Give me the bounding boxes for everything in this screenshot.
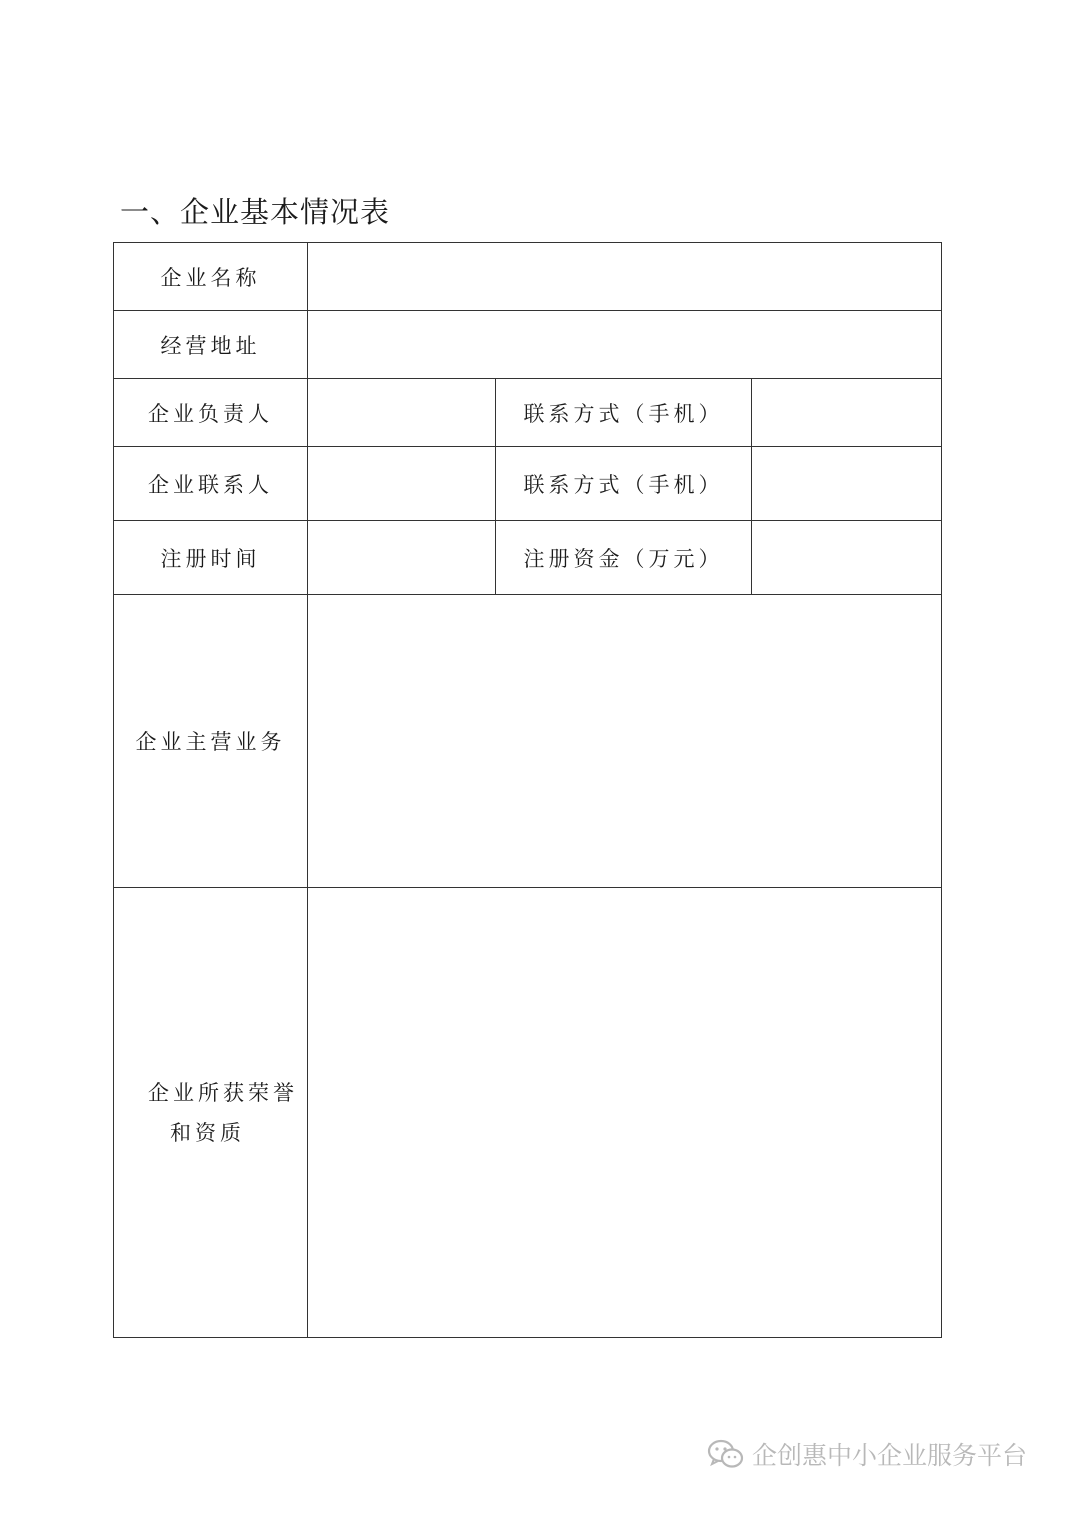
company-info-table (113, 242, 942, 1338)
table-row-legal-rep (114, 379, 942, 447)
business-address-label: 经营地址 (114, 311, 308, 379)
table-row-registration (114, 521, 942, 595)
company-name-field[interactable] (308, 243, 942, 311)
reg-time-field[interactable] (308, 521, 496, 595)
company-name-label: 企业名称 (114, 243, 308, 311)
table-row-honors (114, 888, 942, 1338)
honors-label (114, 888, 308, 1338)
contact-field[interactable] (308, 447, 496, 521)
honors-field[interactable] (308, 888, 942, 1338)
contact-label: 企业联系人 (114, 447, 308, 521)
legal-rep-field[interactable] (308, 379, 496, 447)
legal-rep-phone-label: 联系方式（手机） (496, 379, 752, 447)
business-address-field[interactable] (308, 311, 942, 379)
legal-rep-phone-field[interactable] (752, 379, 942, 447)
main-business-label: 企业主营业务 (114, 595, 308, 888)
contact-phone-label: 联系方式（手机） (496, 447, 752, 521)
page-title: 一、企业基本情况表 (120, 195, 391, 229)
reg-time-label: 注册时间 (114, 521, 308, 595)
contact-phone-field[interactable] (752, 447, 942, 521)
table-row-business-address (114, 311, 942, 379)
honors-label-line2: 和资质 (170, 1120, 245, 1145)
table-row-company-name (114, 243, 942, 311)
reg-capital-field[interactable] (752, 521, 942, 595)
table-row-main-business (114, 595, 942, 888)
reg-capital-label: 注册资金（万元） (496, 521, 752, 595)
honors-label-line1: 企业所获荣誉 (148, 1080, 298, 1105)
legal-rep-label: 企业负责人 (114, 379, 308, 447)
wechat-icon (706, 1437, 746, 1471)
watermark-text: 企创惠中小企业服务平台 (752, 1441, 1028, 1470)
main-business-field[interactable] (308, 595, 942, 888)
table-row-contact (114, 447, 942, 521)
watermark (706, 1436, 1027, 1472)
